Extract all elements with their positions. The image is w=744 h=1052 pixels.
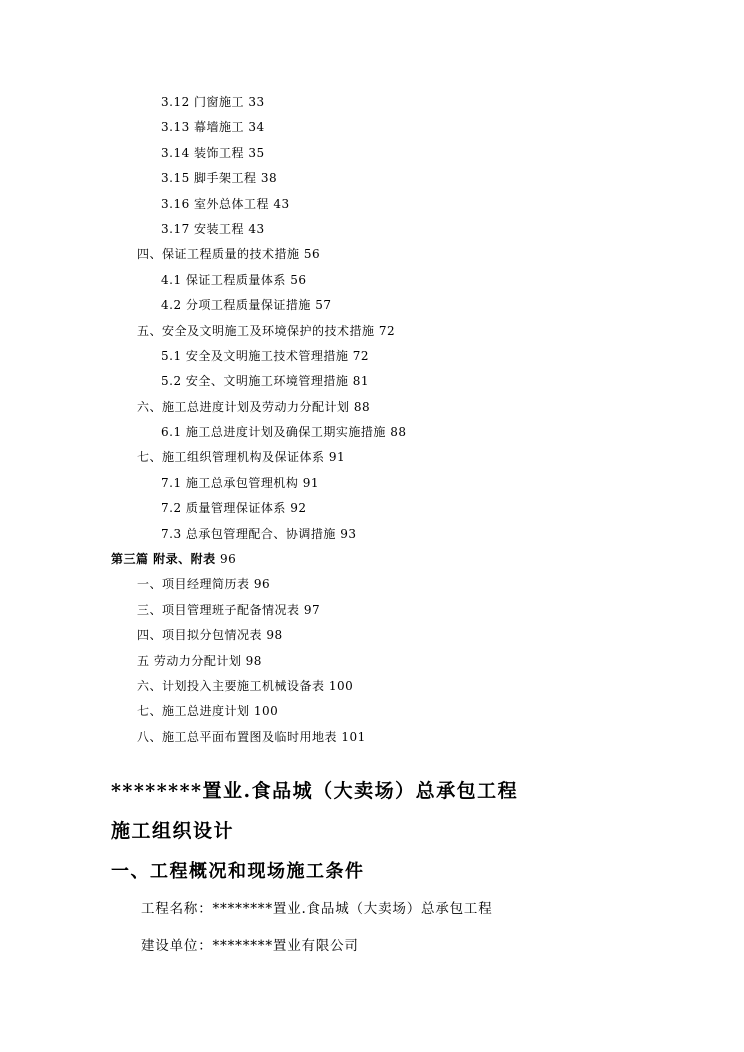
toc-item-3-17[interactable]: 3.17 安装工程 43 (161, 221, 265, 236)
toc-part-page: 96 (215, 552, 237, 567)
toc-item-4-1[interactable]: 4.1 保证工程质量体系 56 (161, 272, 307, 287)
table-of-contents (0, 90, 744, 750)
toc-item-7-2[interactable]: 7.2 质量管理保证体系 92 (161, 501, 307, 516)
toc-item-section-6[interactable]: 六、施工总进度计划及劳动力分配计划 88 (137, 399, 371, 414)
toc-item-3-16[interactable]: 3.16 室外总体工程 43 (161, 196, 290, 211)
document-subtitle: 施工组织设计 (111, 820, 235, 842)
toc-part-label: 第三篇 附录、附表 (111, 552, 216, 567)
toc-item-appendix-8[interactable]: 八、施工总平面布置图及临时用地表 101 (137, 729, 366, 744)
toc-item-3-12[interactable]: 3.12 门窗施工 33 (161, 95, 265, 109)
toc-item-5-2[interactable]: 5.2 安全、文明施工环境管理措施 81 (161, 374, 369, 389)
toc-item-appendix-6[interactable]: 六、计划投入主要施工机械设备表 100 (137, 678, 354, 693)
toc-item-4-2[interactable]: 4.2 分项工程质量保证措施 57 (161, 298, 332, 313)
toc-item-3-14[interactable]: 3.14 装饰工程 35 (161, 145, 265, 160)
toc-item-7-3[interactable]: 7.3 总承包管理配合、协调措施 93 (161, 526, 357, 541)
toc-item-7-1[interactable]: 7.1 施工总承包管理机构 91 (161, 475, 319, 490)
builder-text: 建设单位：********置业有限公司 (141, 938, 359, 954)
toc-item-appendix-7[interactable]: 七、施工总进度计划 100 (137, 704, 279, 719)
toc-item-appendix-3[interactable]: 三、项目管理班子配备情况表 97 (137, 602, 321, 617)
toc-item-section-5[interactable]: 五、安全及文明施工及环境保护的技术措施 72 (137, 323, 396, 338)
toc-item-5-1[interactable]: 5.1 安全及文明施工技术管理措施 72 (161, 348, 369, 363)
project-name-text: 工程名称：********置业.食品城（大卖场）总承包工程 (141, 901, 493, 917)
section-heading: 一、工程概况和现场施工条件 (111, 861, 365, 882)
toc-item-appendix-5[interactable]: 五 劳动力分配计划 98 (137, 653, 262, 668)
toc-item-section-4[interactable]: 四、保证工程质量的技术措施 56 (137, 247, 321, 262)
toc-item-6-1[interactable]: 6.1 施工总进度计划及确保工期实施措施 88 (161, 425, 407, 440)
toc-item-part-3[interactable] (0, 547, 744, 572)
toc-item-3-15[interactable]: 3.15 脚手架工程 38 (161, 171, 278, 186)
toc-item-3-13[interactable]: 3.13 幕墙施工 34 (161, 120, 265, 135)
document-title: ********置业.食品城（大卖场）总承包工程 (111, 780, 519, 802)
toc-item-appendix-4[interactable]: 四、项目拟分包情况表 98 (137, 628, 283, 643)
toc-item-appendix-1[interactable]: 一、项目经理简历表 96 (137, 577, 271, 592)
toc-item-section-7[interactable]: 七、施工组织管理机构及保证体系 91 (137, 450, 346, 465)
